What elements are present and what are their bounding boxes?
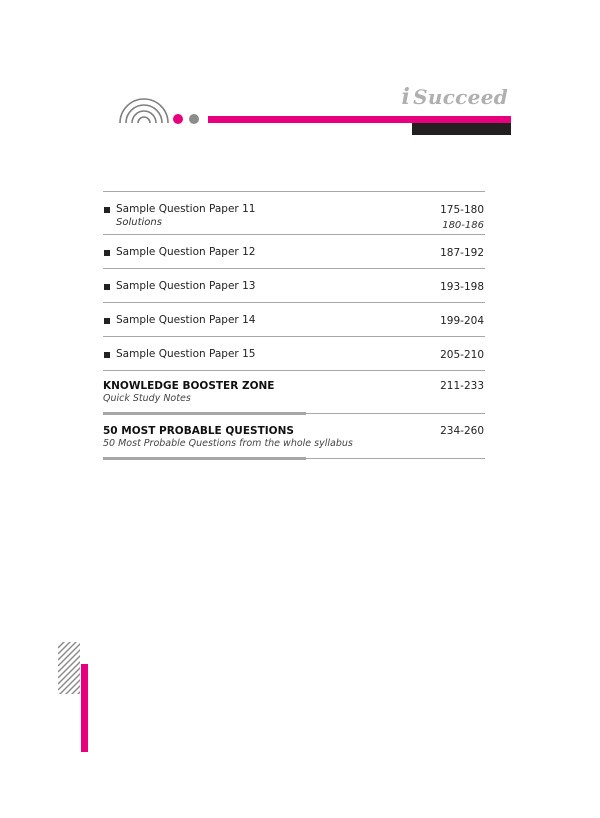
square-bullet-icon (104, 318, 110, 324)
pink-header-bar (208, 116, 511, 123)
toc-item-pages: 205-210 (440, 349, 484, 361)
corner-decoration (0, 630, 120, 760)
header-decoration (0, 0, 600, 140)
toc-item-subtitle-pages: 180-186 (442, 220, 484, 231)
toc-item-title: Sample Question Paper 11 (116, 203, 256, 215)
toc-item-pages: 175-180 (440, 204, 484, 216)
toc-item-title: Sample Question Paper 12 (116, 246, 256, 258)
toc-item-pages: 193-198 (440, 281, 484, 293)
section-divider-thin (103, 458, 485, 459)
hatch-pattern-icon (58, 630, 84, 720)
toc-section-most-probable[interactable] (103, 416, 485, 457)
pink-side-bar (81, 664, 88, 752)
brand-logo (401, 84, 508, 110)
toc-section-pages: 234-260 (440, 425, 484, 437)
toc-item[interactable] (103, 269, 485, 303)
brand-prefix: i (401, 84, 411, 110)
toc-section-pages: 211-233 (440, 380, 484, 392)
toc-item-title: Sample Question Paper 15 (116, 348, 256, 360)
toc-section-title: 50 MOST PROBABLE QUESTIONS (103, 425, 294, 437)
toc-item-subtitle: Solutions (116, 217, 162, 228)
toc-item[interactable] (103, 337, 485, 371)
square-bullet-icon (104, 284, 110, 290)
toc-section-subtitle: 50 Most Probable Questions from the whole syllabus (103, 438, 353, 449)
brand-name: Succeed (413, 85, 508, 109)
toc-section-subtitle: Quick Study Notes (103, 393, 191, 404)
toc-section-knowledge-booster[interactable] (103, 371, 485, 412)
toc-item-title: Sample Question Paper 14 (116, 314, 256, 326)
toc-item-pages: 199-204 (440, 315, 484, 327)
table-of-contents (103, 191, 485, 461)
toc-item-pages: 187-192 (440, 247, 484, 259)
toc-section-title: KNOWLEDGE BOOSTER ZONE (103, 380, 275, 392)
section-divider (103, 457, 485, 461)
section-divider-thin (103, 413, 485, 414)
square-bullet-icon (104, 352, 110, 358)
toc-item[interactable] (103, 235, 485, 269)
dark-header-block (412, 123, 511, 135)
toc-item[interactable] (103, 192, 485, 235)
square-bullet-icon (104, 207, 110, 213)
square-bullet-icon (104, 250, 110, 256)
gray-dot (189, 114, 199, 124)
pink-dot (173, 114, 183, 124)
toc-item-title: Sample Question Paper 13 (116, 280, 256, 292)
arcs-icon (120, 99, 168, 123)
toc-item[interactable] (103, 303, 485, 337)
